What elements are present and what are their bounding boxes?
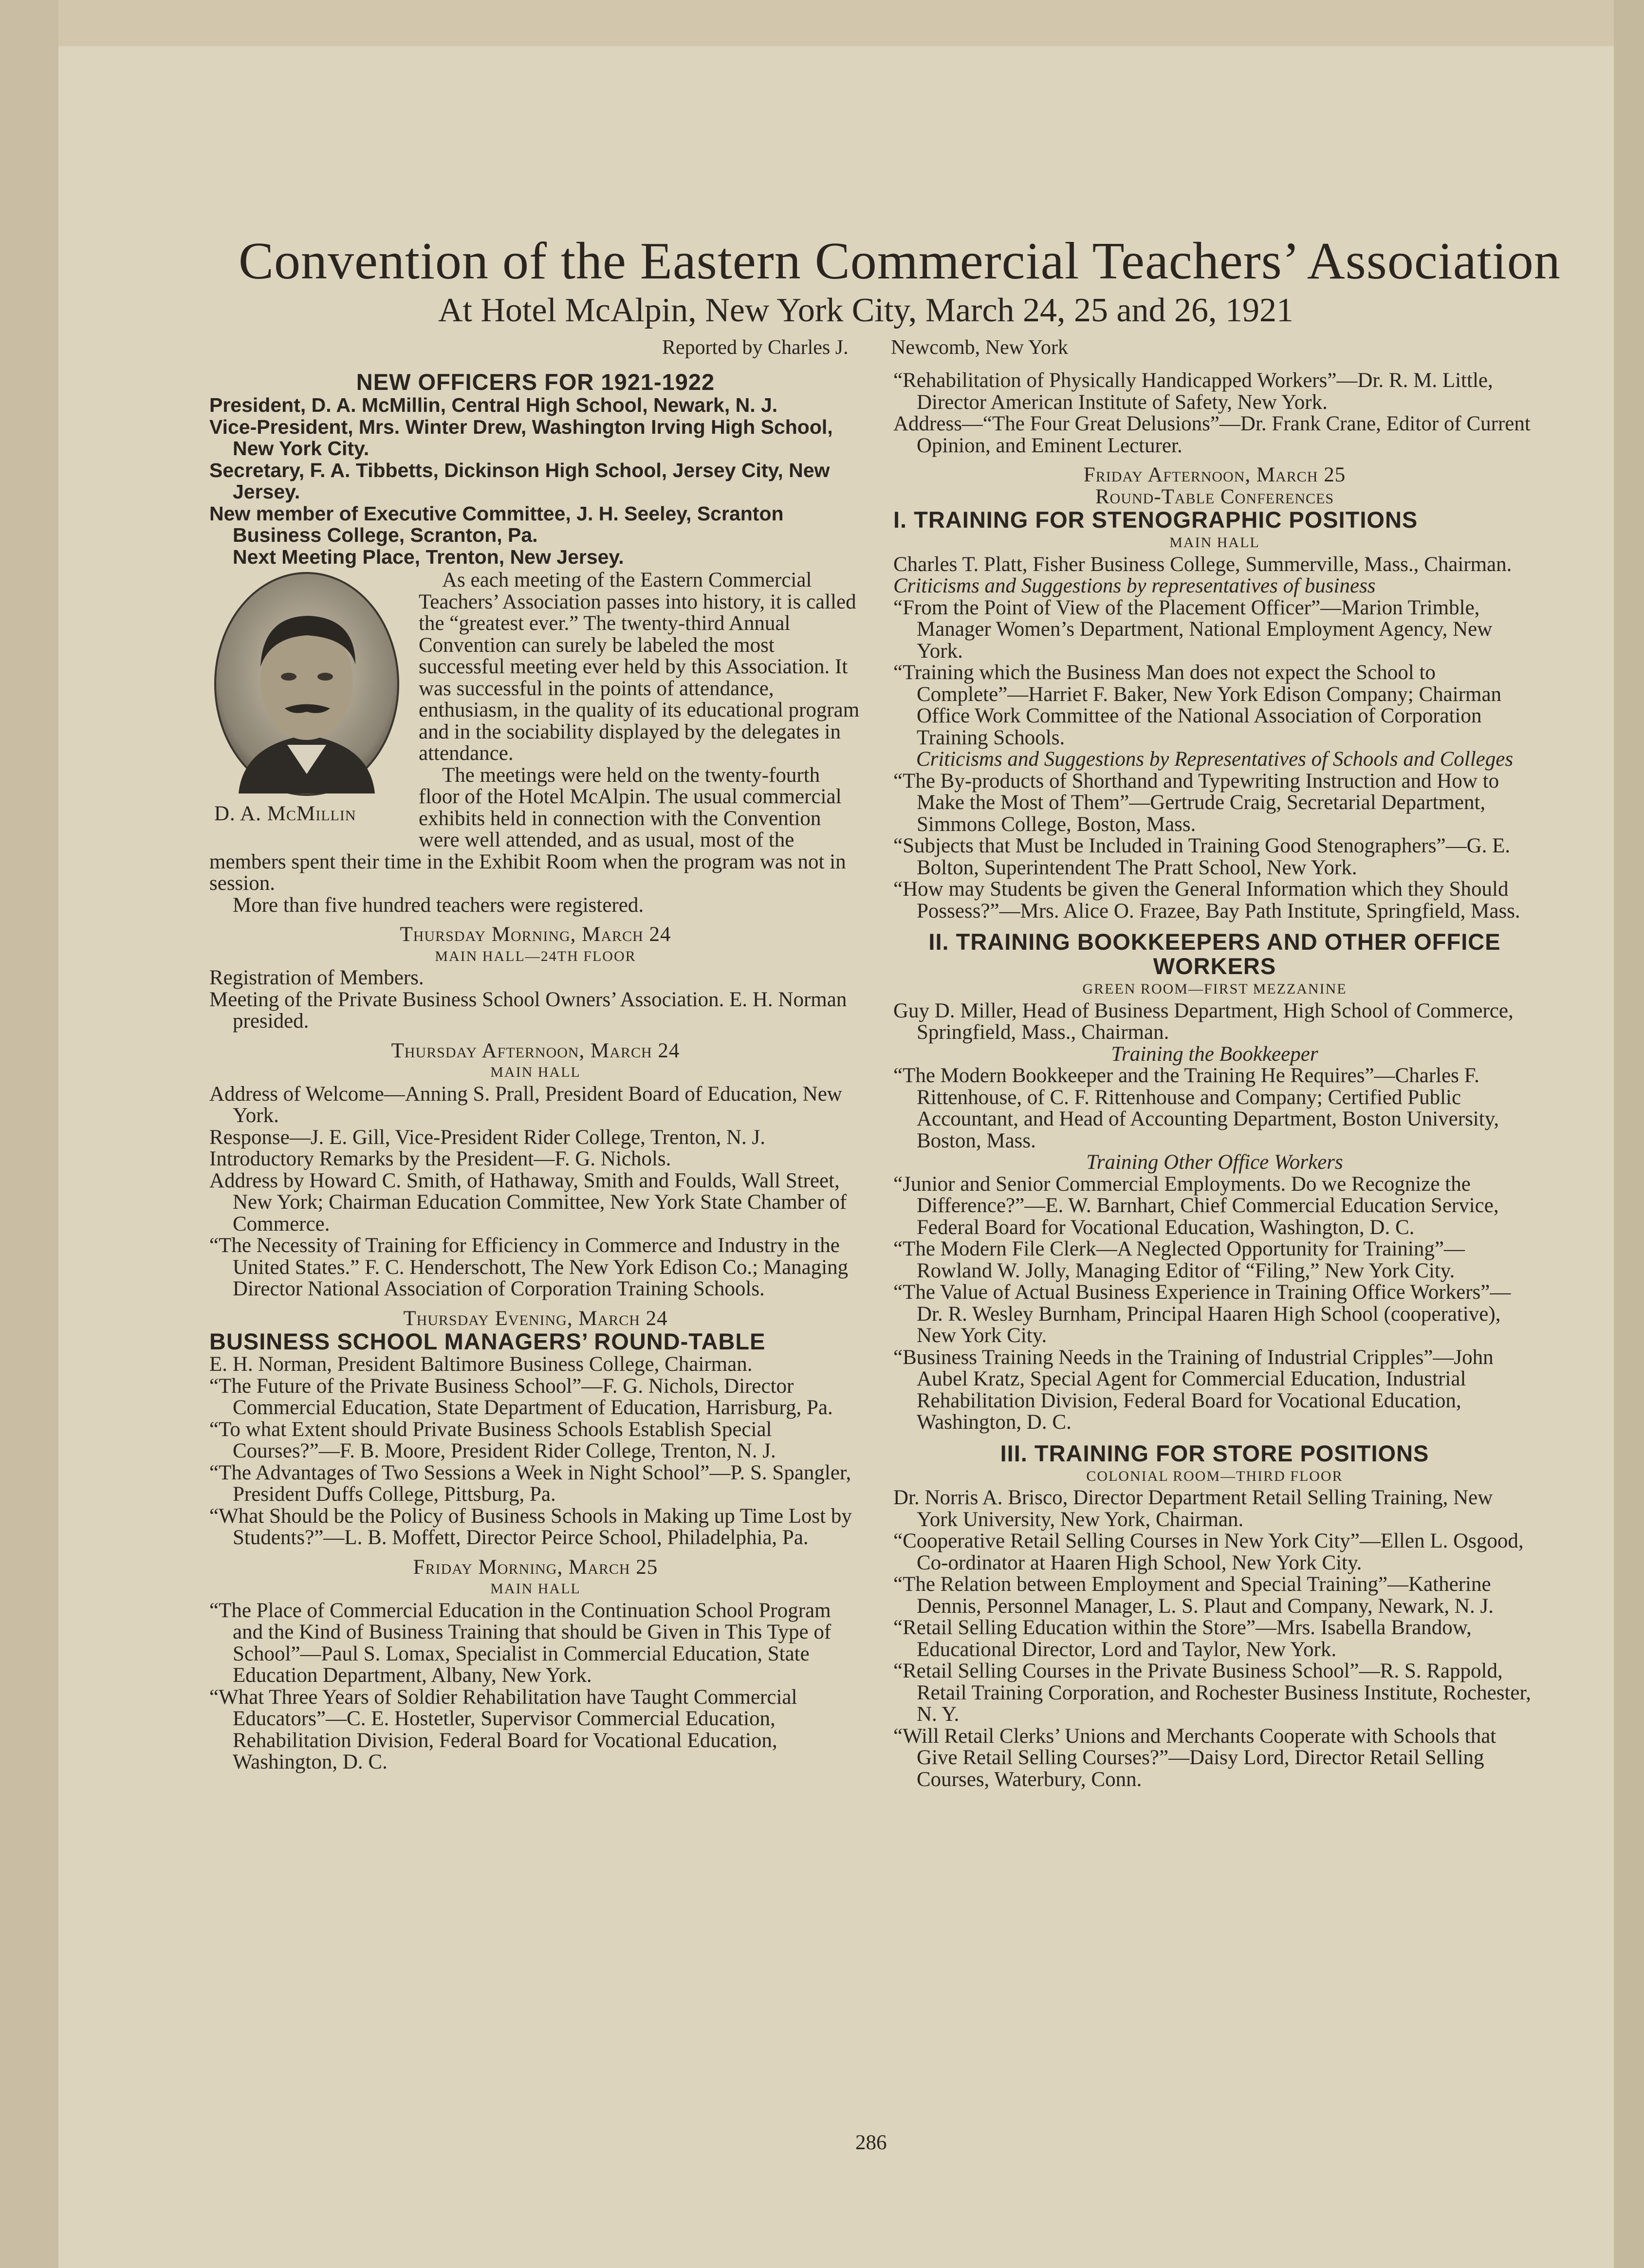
program-item: “The Necessity of Training for Efficiency in Commerce and Industry in the United States.” F. C. Henderschott, The New York Edison Co.; Managing Director National Association of Corporation Training Schools.	[209, 1234, 849, 1300]
subsection-title: Criticisms and Suggestions by Representatives of Schools and Colleges	[916, 748, 1514, 771]
program-item: Response—J. E. Gill, Vice-President Rider College, Trenton, N. J.	[209, 1125, 766, 1149]
program-item: “The Modern Bookkeeper and the Training He Requires”—Charles F. Rittenhouse, of C. F. Rittenhouse and Company; Certified Public Accountant, and Head of Accounting Department, Boston University, Boston, Mass.	[893, 1064, 1499, 1152]
program-item: “Training which the Business Man does not expect the School to Complete”—Harriet F. Baker, New York Edison Company; Chairman Office Work Committee of the National Association of Corporation Training Schools.	[893, 661, 1502, 749]
program-item: “Junior and Senior Commercial Employments. Do we Recognize the Difference?”—E. W. Barnhart, Chief Commercial Education Service, Federal Board for Vocational Education, Washington, D. C.	[893, 1172, 1499, 1239]
session-location: MAIN HALL—24TH FLOOR	[435, 948, 636, 964]
conference-heading: I. TRAINING FOR STENOGRAPHIC POSITIONS	[893, 507, 1418, 533]
subsection-title: Criticisms and Suggestions by representatives of business	[893, 574, 1376, 597]
conference-heading: III. TRAINING FOR STORE POSITIONS	[1000, 1440, 1429, 1466]
session-title: Thursday Evening, March 24	[403, 1307, 668, 1330]
program-item: “The Place of Commercial Education in the Continuation School Program and the Kind of Business Training that should be Given in This Type of School”—Paul S. Lomax, Specialist in Commercial Education, State Education Department, Albany, New York.	[209, 1599, 831, 1687]
article-title: Convention of the Eastern Commercial Teachers’ Association	[239, 232, 1561, 290]
session-title: Thursday Morning, March 24	[400, 923, 671, 946]
program-item: Meeting of the Private Business School Owners’ Association. E. H. Norman presided.	[209, 988, 847, 1033]
program-item: “Business Training Needs in the Training of Industrial Cripples”—John Aubel Kratz, Special Agent for Commercial Education, Industrial Rehabilitation Division, Federal Board for Vocational Education, Washington, D. C.	[893, 1346, 1494, 1434]
program-item: “The Future of the Private Business School”—F. G. Nichols, Director Commercial Education, State Department of Education, Harrisburg, Pa.	[209, 1374, 833, 1419]
program-item: E. H. Norman, President Baltimore Business College, Chairman.	[209, 1353, 753, 1376]
conference-heading: II. TRAINING BOOKKEEPERS AND OTHER OFFICE WORKERS	[928, 929, 1501, 979]
intro-paragraph-2: The meetings were held on the twenty-fourth floor of the Hotel McAlpin. The usual commercial exhibits held in connection with the Convention were well attended, and as usual, most of the members spent their time in the Exhibit Room when the program was not in session.	[209, 763, 846, 895]
right-column	[893, 370, 1536, 1790]
officers-heading: NEW OFFICERS FOR 1921-1922	[356, 369, 715, 395]
program-item: “Subjects that Must be Included in Training Good Stenographers”—G. E. Bolton, Superintendent The Pratt School, New York.	[893, 834, 1511, 879]
session-title: Friday Morning, March 25	[413, 1555, 658, 1579]
page-edge	[1614, 0, 1644, 2268]
program-item: “What Three Years of Soldier Rehabilitation have Taught Commercial Educators”—C. E. Hostetler, Supervisor Commercial Education, Rehabilitation Division, Federal Board for Vocational Education, Washington, D. C.	[209, 1685, 797, 1773]
byline-part-1: Reported by Charles J.	[662, 336, 849, 359]
officer-item: New member of Executive Committee, J. H. Seeley, Scranton Business College, Scranton, Pa.	[209, 502, 784, 546]
chairman-entry: Dr. Norris A. Brisco, Director Department Retail Selling Training, New York University, New York, Chairman.	[893, 1486, 1493, 1531]
page-number: 286	[855, 2131, 887, 2154]
session-location: MAIN HALL	[490, 1581, 581, 1597]
roundtable-heading: BUSINESS SCHOOL MANAGERS’ ROUND-TABLE	[209, 1328, 766, 1354]
subsection-title: Training Other Office Workers	[1086, 1151, 1343, 1174]
session-location: MAIN HALL	[490, 1064, 581, 1080]
chairman-entry: Guy D. Miller, Head of Business Department, High School of Commerce, Springfield, Mass., Chairman.	[893, 999, 1514, 1044]
byline-part-2: Newcomb, New York	[891, 336, 1068, 359]
program-item: “The Value of Actual Business Experience in Training Office Workers”—Dr. R. Wesley Burnham, Principal Haaren High School (cooperative), New York City.	[893, 1281, 1511, 1347]
officer-item: Vice-President, Mrs. Winter Drew, Washington Irving High School, New York City.	[209, 415, 833, 460]
program-item: “Will Retail Clerks’ Unions and Merchants Cooperate with Schools that Give Retail Selling Courses?”—Daisy Lord, Director Retail Selling Courses, Waterbury, Conn.	[893, 1724, 1496, 1791]
session-location: COLONIAL ROOM—THIRD FLOOR	[1086, 1468, 1343, 1484]
left-column	[209, 370, 862, 1773]
portrait-caption: D. A. McMillin	[214, 802, 356, 825]
session-title: Friday Afternoon, March 25	[1083, 463, 1346, 486]
subsection-title: Training the Bookkeeper	[1111, 1042, 1318, 1066]
intro-paragraph: As each meeting of the Eastern Commercial Teachers’ Association passes into history, it is called the “greatest ever.” The twenty-third Annual Convention can surely be labeled the most successful meeting ever held by this Association. It was successful in the points of attendance, enthusiasm, in the quality of its educational program and in the sociability displayed by the delegates in attendance.	[419, 569, 860, 765]
program-item: “The Modern File Clerk—A Neglected Opportunity for Training”—Rowland W. Jolly, Managing Editor of “Filing,” New York City.	[893, 1237, 1465, 1282]
program-item: “Retail Selling Courses in the Private Business School”—R. S. Rappold, Retail Training Corporation, and Rochester Business Institute, Rochester, N. Y.	[893, 1660, 1531, 1726]
portrait-block	[209, 570, 862, 916]
program-item: Address—“The Four Great Delusions”—Dr. Frank Crane, Editor of Current Opinion, and Eminent Lecturer.	[893, 412, 1531, 457]
officers-list	[209, 394, 862, 568]
program-item: Address of Welcome—Anning S. Prall, President Board of Education, New York.	[209, 1082, 842, 1127]
program-item: “Cooperative Retail Selling Courses in New York City”—Ellen L. Osgood, Co-ordinator at Haaren High School, New York City.	[893, 1530, 1524, 1574]
program-item: “The Relation between Employment and Special Training”—Katherine Dennis, Personnel Manager, L. S. Plaut and Company, Newark, N. J.	[893, 1573, 1494, 1618]
intro-paragraph-3: More than five hundred teachers were registered.	[233, 893, 644, 917]
program-item: “Retail Selling Education within the Store”—Mrs. Isabella Brandow, Educational Director, Lord and Taylor, New York.	[893, 1616, 1472, 1661]
portrait	[209, 570, 409, 832]
program-item: “To what Extent should Private Business Schools Establish Special Courses?”—F. B. Moore, President Rider College, Trenton, N. J.	[209, 1418, 776, 1462]
program-item: “The By-products of Shorthand and Typewriting Instruction and How to Make the Most of Them”—Gertrude Craig, Secretarial Department, Simmons College, Boston, Mass.	[893, 769, 1499, 836]
officer-item: Secretary, F. A. Tibbetts, Dickinson High School, Jersey City, New Jersey.	[209, 459, 830, 503]
program-item: Introductory Remarks by the President—F. G. Nichols.	[209, 1147, 671, 1170]
program-item: “Rehabilitation of Physically Handicapped Workers”—Dr. R. M. Little, Director American Institute of Safety, New York.	[893, 369, 1493, 414]
officer-item: Next Meeting Place, Trenton, New Jersey.	[233, 545, 624, 568]
program-item: “How may Students be given the General Information which they Should Possess?”—Mrs. Alice O. Frazee, Bay Path Institute, Springfield, Mass.	[893, 878, 1520, 922]
program-item: “What Should be the Policy of Business Schools in Making up Time Lost by Students?”—L. B. Moffett, Director Peirce School, Philadelphia, Pa.	[209, 1504, 852, 1549]
session-location: GREEN ROOM—FIRST MEZZANINE	[1082, 981, 1347, 997]
binding-margin	[0, 0, 58, 2268]
article-subtitle: At Hotel McAlpin, New York City, March 24, 25 and 26, 1921	[438, 292, 1294, 329]
program-item: Address by Howard C. Smith, of Hathaway, Smith and Foulds, Wall Street, New York; Chairman Education Committee, New York State Chamber of Commerce.	[209, 1169, 847, 1235]
chairman-entry: Charles T. Platt, Fisher Business College, Summerville, Mass., Chairman.	[893, 553, 1512, 576]
officer-item: President, D. A. McMillin, Central High School, Newark, N. J.	[209, 394, 778, 416]
program-item: “From the Point of View of the Placement Officer”—Marion Trimble, Manager Women’s Department, National Employment Agency, New York.	[893, 596, 1493, 663]
program-item: Registration of Members.	[209, 966, 424, 989]
session-subtitle: Round-Table Conferences	[1095, 485, 1334, 508]
session-title: Thursday Afternoon, March 24	[391, 1039, 680, 1062]
session-location: MAIN HALL	[1169, 535, 1260, 551]
portrait-photo	[209, 570, 404, 803]
program-item: “The Advantages of Two Sessions a Week in Night School”—P. S. Spangler, President Duffs College, Pittsburg, Pa.	[209, 1461, 851, 1506]
